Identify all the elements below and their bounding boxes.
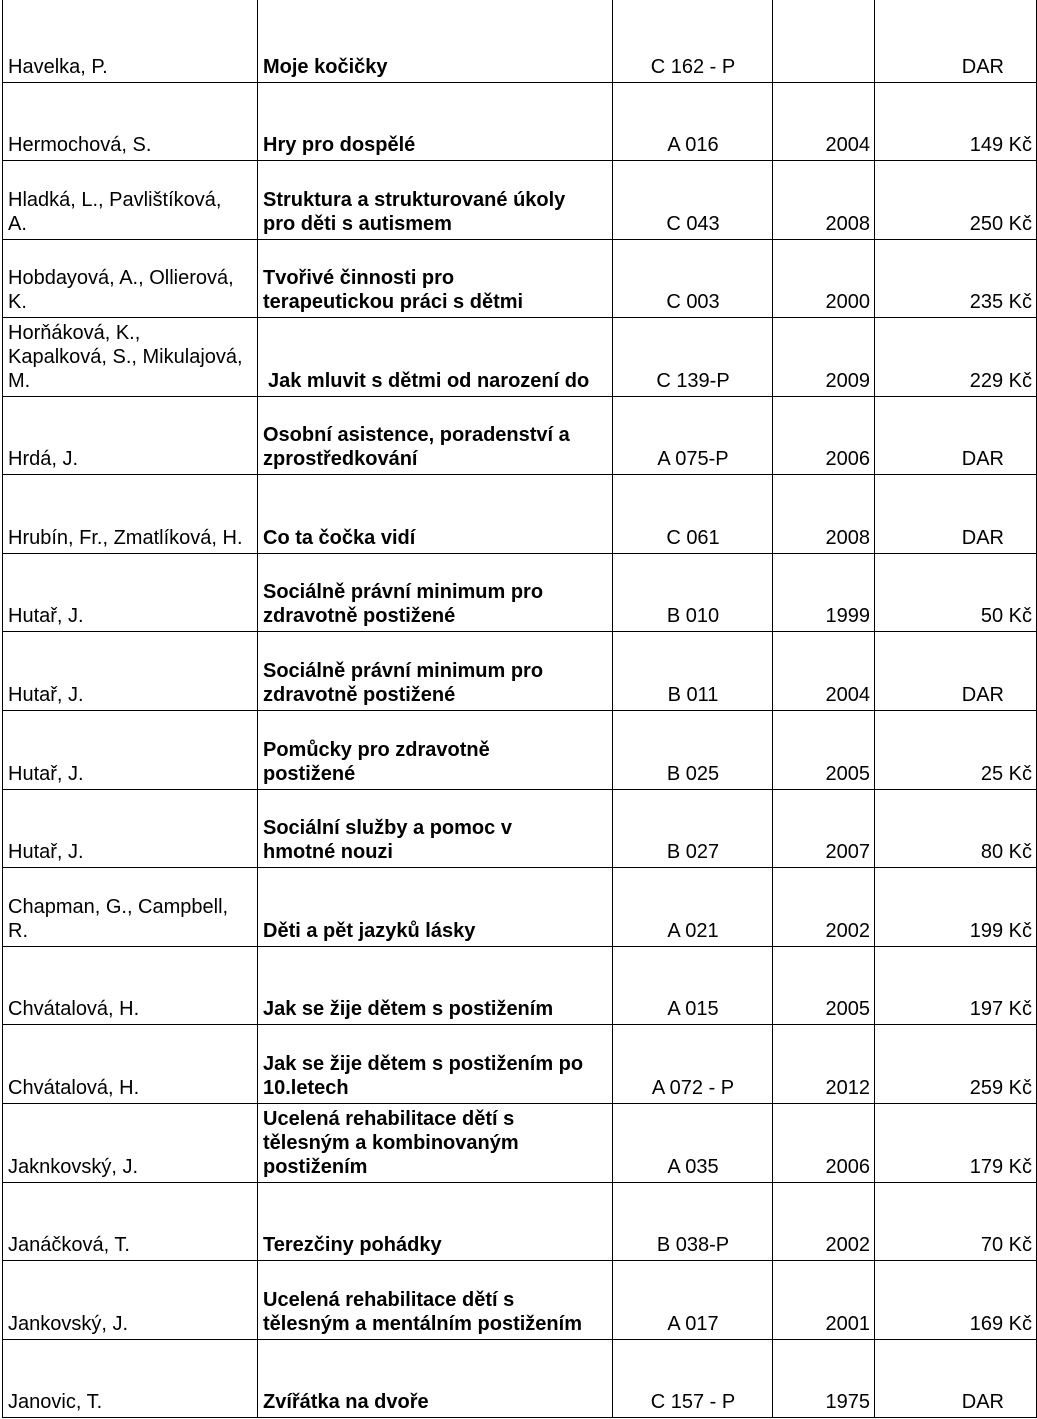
code-cell: C 061 bbox=[613, 474, 773, 553]
code-cell: A 021 bbox=[613, 867, 773, 946]
author-cell: Hutař, J. bbox=[3, 710, 258, 789]
code-cell: A 035 bbox=[613, 1103, 773, 1182]
title-cell: Děti a pět jazyků lásky bbox=[258, 867, 613, 946]
table-row bbox=[3, 867, 1037, 946]
price-cell: 235 Kč bbox=[875, 239, 1037, 317]
price-cell: DAR bbox=[875, 631, 1037, 710]
author-cell: Jaknkovský, J. bbox=[3, 1103, 258, 1182]
author-cell: Hobdayová, A., Ollierová, K. bbox=[3, 239, 258, 317]
year-cell: 2001 bbox=[773, 1260, 875, 1339]
price-cell: 169 Kč bbox=[875, 1260, 1037, 1339]
title-cell: Jak mluvit s dětmi od narození do bbox=[258, 317, 613, 396]
title-cell: Ucelená rehabilitace dětí s tělesným a mentálním postižením bbox=[258, 1260, 613, 1339]
code-cell: B 038-P bbox=[613, 1182, 773, 1260]
table-row bbox=[3, 239, 1037, 317]
author-cell: Hermochová, S. bbox=[3, 82, 258, 160]
year-cell: 2009 bbox=[773, 317, 875, 396]
title-cell: Jak se žije dětem s postižením bbox=[258, 946, 613, 1024]
table-row bbox=[3, 1182, 1037, 1260]
author-cell: Chapman, G., Campbell, R. bbox=[3, 867, 258, 946]
title-cell: Sociálně právní minimum pro zdravotně postižené bbox=[258, 631, 613, 710]
year-cell: 2002 bbox=[773, 867, 875, 946]
year-cell: 1999 bbox=[773, 553, 875, 631]
title-cell: Osobní asistence, poradenství a zprostředkování bbox=[258, 396, 613, 474]
code-cell: C 157 - P bbox=[613, 1339, 773, 1417]
code-cell: A 016 bbox=[613, 82, 773, 160]
author-cell: Hutař, J. bbox=[3, 631, 258, 710]
price-cell: 259 Kč bbox=[875, 1024, 1037, 1103]
title-cell: Terezčiny pohádky bbox=[258, 1182, 613, 1260]
code-cell: C 162 - P bbox=[613, 0, 773, 82]
author-cell: Janovic, T. bbox=[3, 1339, 258, 1417]
author-cell: Hutař, J. bbox=[3, 553, 258, 631]
title-cell: Moje kočičky bbox=[258, 0, 613, 82]
table-row bbox=[3, 946, 1037, 1024]
title-cell: Sociální služby a pomoc v hmotné nouzi bbox=[258, 789, 613, 867]
book-catalog-table bbox=[2, 0, 1037, 1418]
title-cell: Struktura a strukturované úkoly pro děti s autismem bbox=[258, 160, 613, 239]
price-cell: 80 Kč bbox=[875, 789, 1037, 867]
author-cell: Hrubín, Fr., Zmatlíková, H. bbox=[3, 474, 258, 553]
year-cell: 2005 bbox=[773, 710, 875, 789]
year-cell: 2000 bbox=[773, 239, 875, 317]
table-row bbox=[3, 82, 1037, 160]
code-cell: B 027 bbox=[613, 789, 773, 867]
author-cell: Horňáková, K., Kapalková, S., Mikulajová, M. bbox=[3, 317, 258, 396]
author-cell: Janáčková, T. bbox=[3, 1182, 258, 1260]
price-cell: 70 Kč bbox=[875, 1182, 1037, 1260]
title-cell: Tvořivé činnosti pro terapeutickou práci s dětmi bbox=[258, 239, 613, 317]
title-cell: Co ta čočka vidí bbox=[258, 474, 613, 553]
price-cell: 229 Kč bbox=[875, 317, 1037, 396]
table-row bbox=[3, 1339, 1037, 1417]
year-cell bbox=[773, 0, 875, 82]
author-cell: Jankovský, J. bbox=[3, 1260, 258, 1339]
table-row bbox=[3, 631, 1037, 710]
price-cell: 50 Kč bbox=[875, 553, 1037, 631]
table-row bbox=[3, 553, 1037, 631]
code-cell: A 015 bbox=[613, 946, 773, 1024]
year-cell: 1975 bbox=[773, 1339, 875, 1417]
code-cell: A 017 bbox=[613, 1260, 773, 1339]
title-cell: Pomůcky pro zdravotně postižené bbox=[258, 710, 613, 789]
table-row bbox=[3, 474, 1037, 553]
code-cell: C 043 bbox=[613, 160, 773, 239]
title-cell: Sociálně právní minimum pro zdravotně postižené bbox=[258, 553, 613, 631]
year-cell: 2006 bbox=[773, 1103, 875, 1182]
author-cell: Hutař, J. bbox=[3, 789, 258, 867]
year-cell: 2007 bbox=[773, 789, 875, 867]
table-row bbox=[3, 160, 1037, 239]
table-row bbox=[3, 317, 1037, 396]
table-row bbox=[3, 1103, 1037, 1182]
title-cell: Zvířátka na dvoře bbox=[258, 1339, 613, 1417]
author-cell: Hladká, L., Pavlištíková, A. bbox=[3, 160, 258, 239]
table-row bbox=[3, 396, 1037, 474]
year-cell: 2012 bbox=[773, 1024, 875, 1103]
code-cell: B 011 bbox=[613, 631, 773, 710]
year-cell: 2004 bbox=[773, 82, 875, 160]
code-cell: C 003 bbox=[613, 239, 773, 317]
year-cell: 2006 bbox=[773, 396, 875, 474]
code-cell: B 010 bbox=[613, 553, 773, 631]
year-cell: 2002 bbox=[773, 1182, 875, 1260]
price-cell: DAR bbox=[875, 474, 1037, 553]
table-row bbox=[3, 1260, 1037, 1339]
price-cell: 250 Kč bbox=[875, 160, 1037, 239]
year-cell: 2008 bbox=[773, 474, 875, 553]
code-cell: A 075-P bbox=[613, 396, 773, 474]
author-cell: Havelka, P. bbox=[3, 0, 258, 82]
year-cell: 2005 bbox=[773, 946, 875, 1024]
price-cell: DAR bbox=[875, 396, 1037, 474]
table-row bbox=[3, 789, 1037, 867]
price-cell: DAR bbox=[875, 0, 1037, 82]
title-cell: Hry pro dospělé bbox=[258, 82, 613, 160]
table-row bbox=[3, 1024, 1037, 1103]
author-cell: Chvátalová, H. bbox=[3, 1024, 258, 1103]
year-cell: 2004 bbox=[773, 631, 875, 710]
author-cell: Hrdá, J. bbox=[3, 396, 258, 474]
price-cell: 149 Kč bbox=[875, 82, 1037, 160]
code-cell: C 139-P bbox=[613, 317, 773, 396]
code-cell: B 025 bbox=[613, 710, 773, 789]
table-row bbox=[3, 0, 1037, 82]
price-cell: 179 Kč bbox=[875, 1103, 1037, 1182]
title-cell: Jak se žije dětem s postižením po 10.letech bbox=[258, 1024, 613, 1103]
year-cell: 2008 bbox=[773, 160, 875, 239]
price-cell: 25 Kč bbox=[875, 710, 1037, 789]
price-cell: 197 Kč bbox=[875, 946, 1037, 1024]
price-cell: DAR bbox=[875, 1339, 1037, 1417]
title-cell: Ucelená rehabilitace dětí s tělesným a kombinovaným postižením bbox=[258, 1103, 613, 1182]
author-cell: Chvátalová, H. bbox=[3, 946, 258, 1024]
code-cell: A 072 - P bbox=[613, 1024, 773, 1103]
table-row bbox=[3, 710, 1037, 789]
price-cell: 199 Kč bbox=[875, 867, 1037, 946]
